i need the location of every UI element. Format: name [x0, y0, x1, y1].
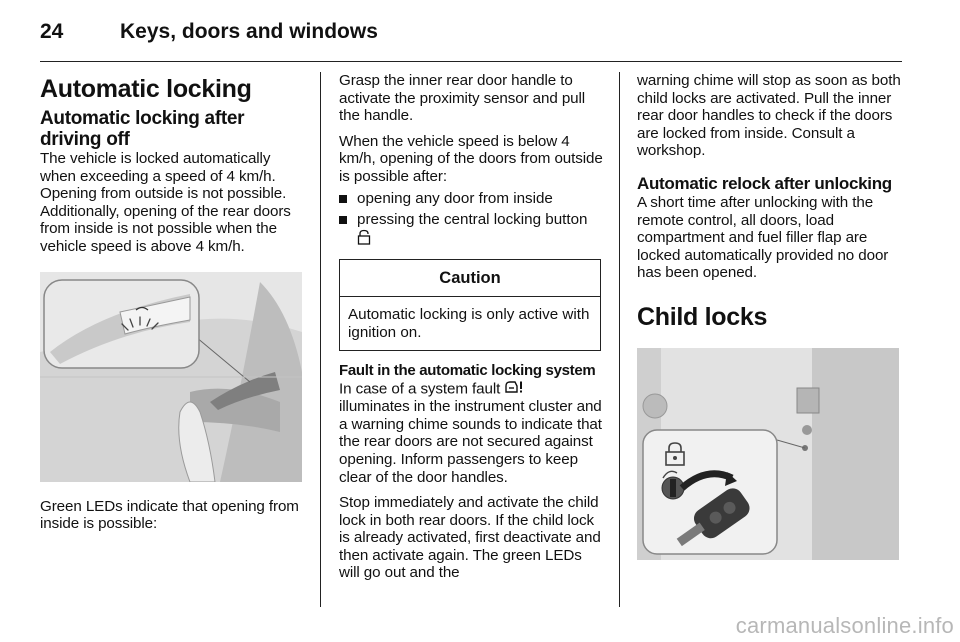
page-header [40, 10, 910, 60]
column-1 [40, 72, 305, 533]
relock-paragraph: A short time after unlocking with the remote control, all doors, load compartment and fuel filler flap are locked automatically provided no door has been opened. [637, 193, 889, 282]
list-item: pressing the central locking button [339, 211, 604, 249]
list-item: opening any door from inside [339, 190, 604, 208]
relock-heading: Automatic relock after unlocking [637, 173, 892, 193]
column-divider [619, 72, 620, 607]
body-paragraph: Stop immediately and activate the child lock in both rear doors. If the child lock is already activated, first deactivate and then activate again. The green LEDs will go out and the [339, 494, 601, 582]
door-handle-illustration [40, 272, 302, 482]
fault-paragraph: In case of a system fault illuminates in the instrument cluster and a warning chime sounds to indicate that the rear doors are not secured against opening. Inform passengers to keep clear of the door handles. [339, 379, 602, 486]
subsection-heading: Automatic locking after driving off [40, 108, 245, 150]
bullet-list [339, 190, 604, 250]
body-paragraph: Grasp the inner rear door handle to activate the proximity sensor and pull the handle. [339, 72, 586, 125]
child-lock-illustration [637, 348, 899, 560]
body-paragraph: When the vehicle speed is below 4 km/h, opening of the doors from outside is possible after: [339, 132, 603, 185]
column-3 [637, 72, 905, 560]
fault-heading: Fault in the automatic locking system [339, 361, 596, 379]
page-number: 24 [40, 20, 64, 43]
header-rule [40, 61, 902, 62]
child-locks-heading: Child locks [637, 302, 768, 331]
column-divider [320, 72, 321, 607]
section-heading: Automatic locking [40, 75, 252, 103]
column-2 [339, 72, 604, 582]
body-paragraph: The vehicle is locked automatically when exceeding a speed of 4 km/h. Opening from outside is not possible. Additionally, opening of the rear doors from inside is not possible when the vehicle speed is above 4 km/h. [40, 150, 291, 255]
door-warning-icon [504, 380, 524, 399]
caution-box [339, 259, 601, 350]
caution-title: Caution [340, 260, 600, 297]
central-lock-icon [357, 229, 371, 250]
body-paragraph: warning chime will stop as soon as both child locks are activated. Pull the inner rear door handles to check if the doors are locked from inside. Consult a workshop. [637, 72, 901, 160]
watermark: carmanualsonline.info [735, 613, 954, 638]
running-title: Keys, doors and windows [120, 20, 378, 43]
caution-text: Automatic locking is only active with ignition on. [348, 306, 590, 341]
figure-caption: Green LEDs indicate that opening from inside is possible: [40, 497, 299, 533]
